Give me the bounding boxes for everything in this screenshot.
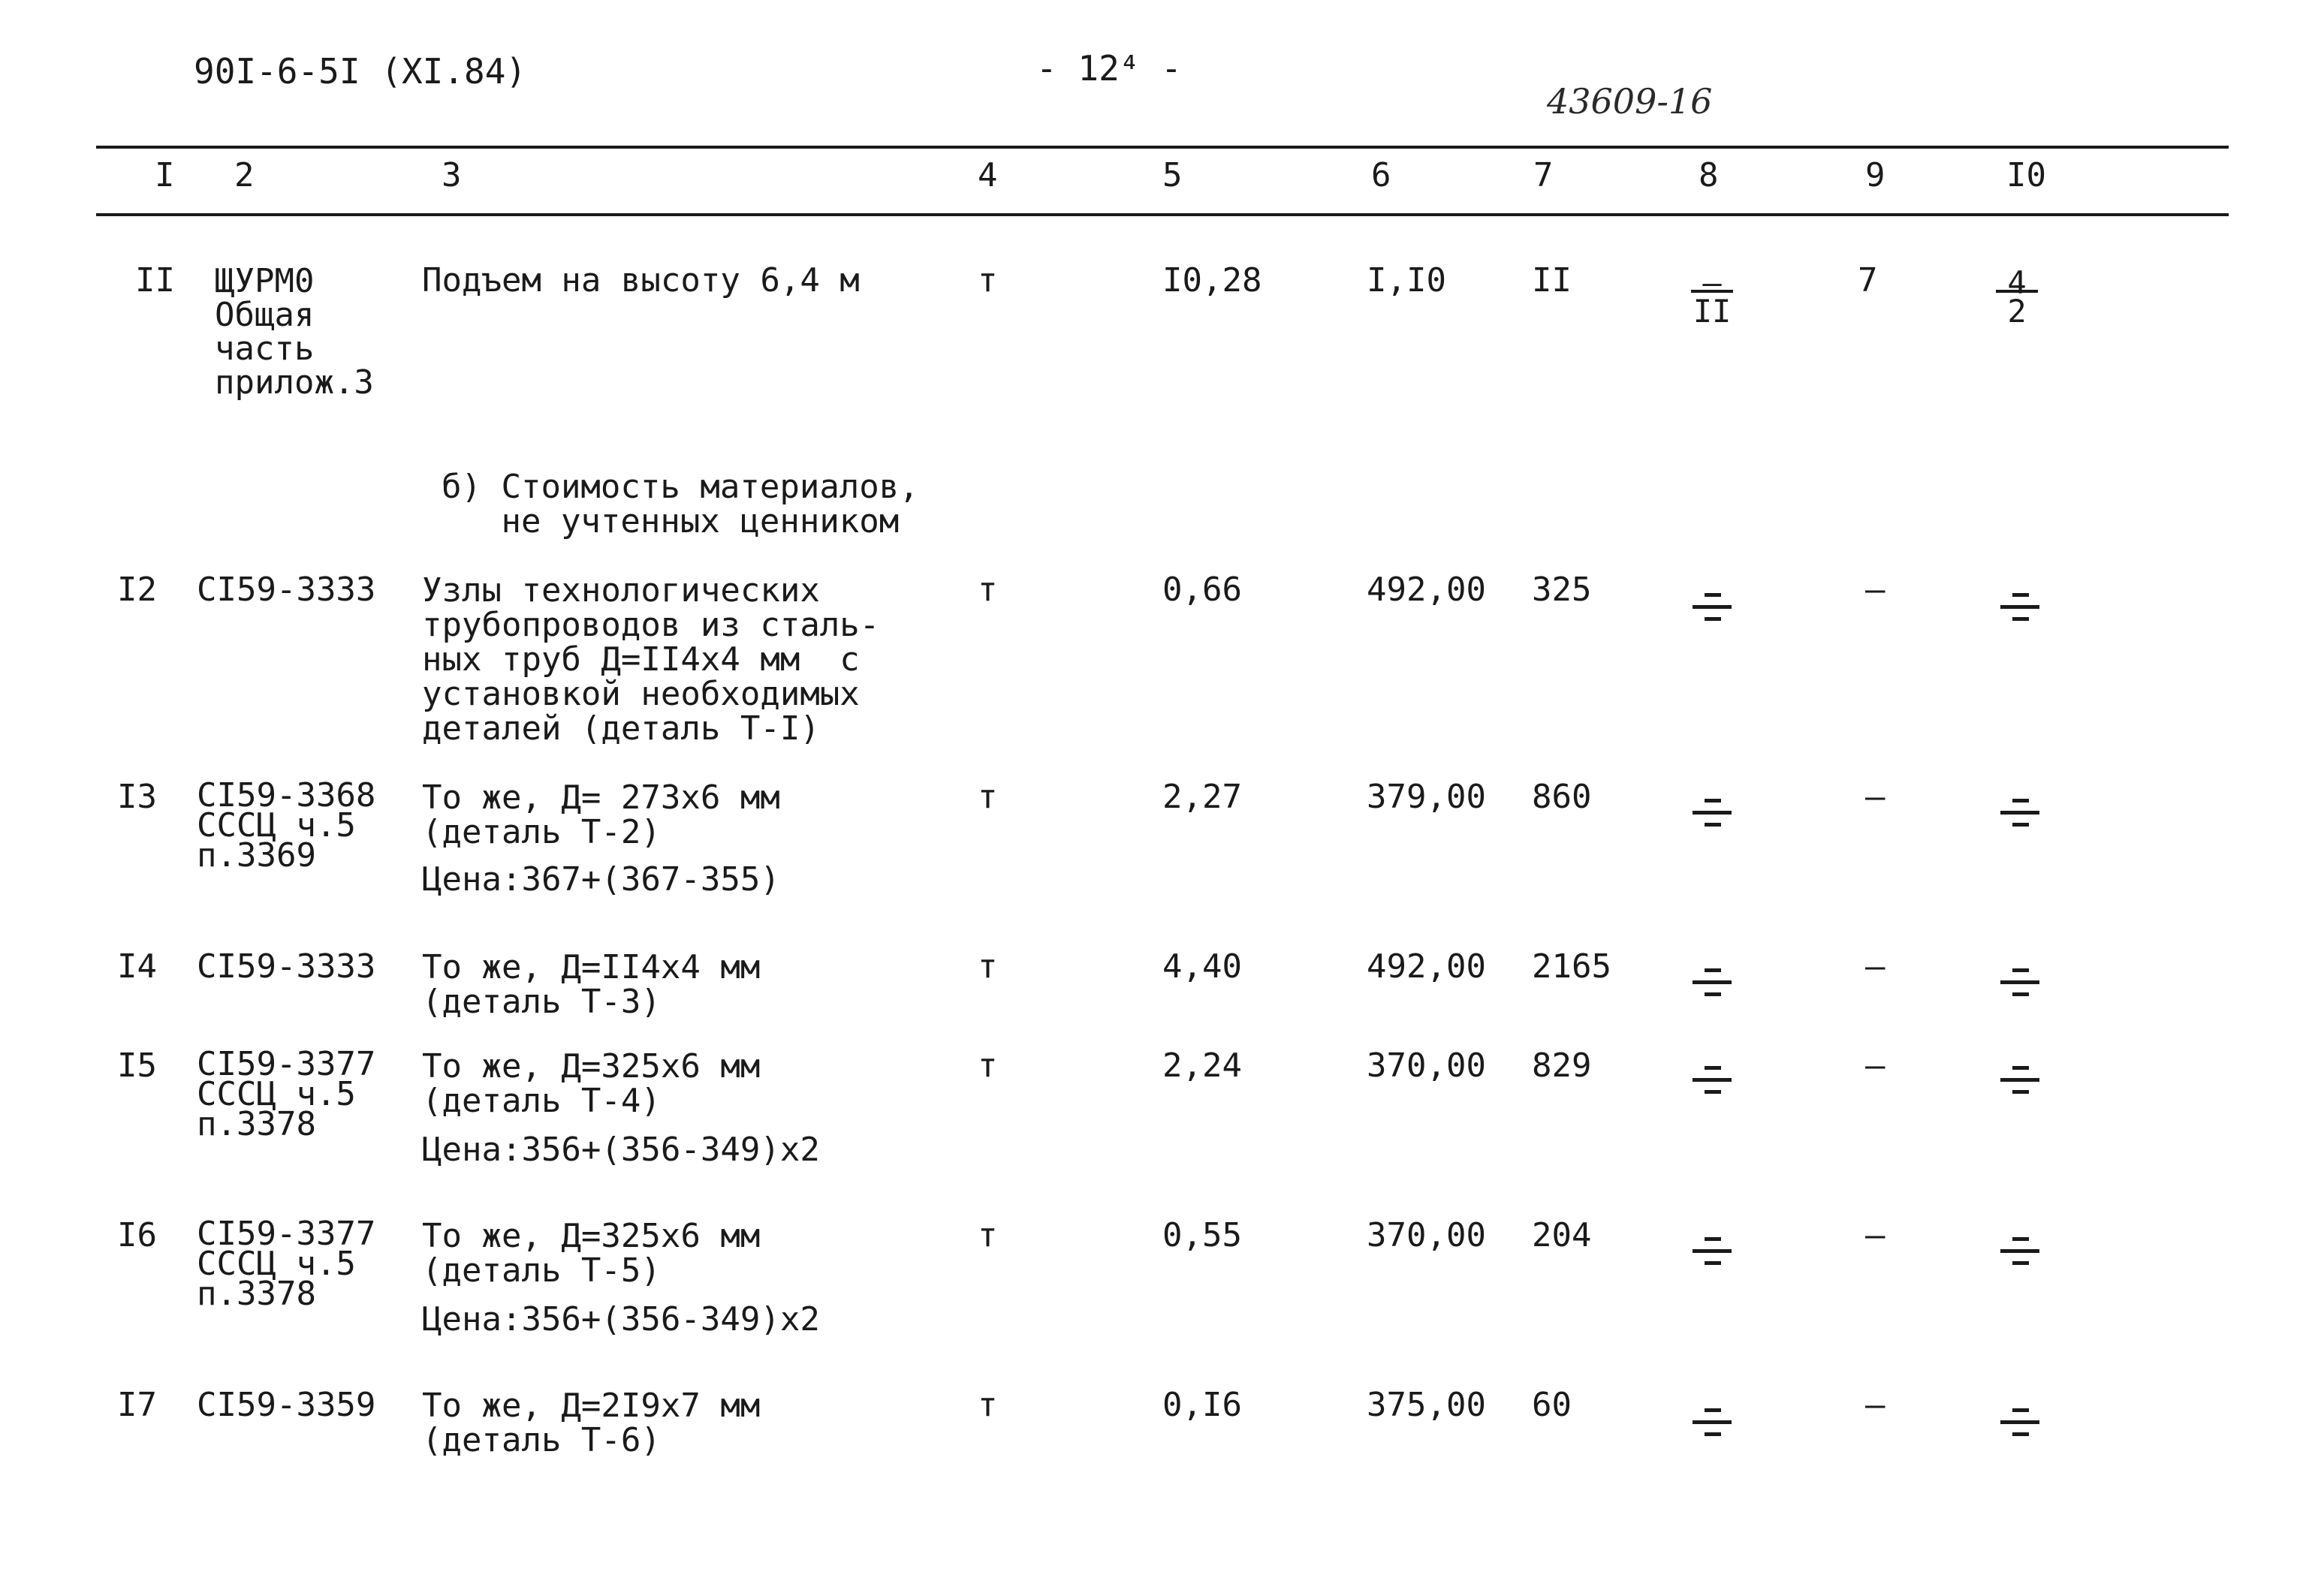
row-number: I7 xyxy=(117,1386,157,1424)
row-quantity: 4,40 xyxy=(1162,947,1242,986)
row-col9: – xyxy=(1865,947,1885,986)
fraction-bottom-dash xyxy=(2012,992,2029,996)
fraction-top-dash xyxy=(2012,1066,2029,1070)
fraction-bottom-dash xyxy=(1705,992,1721,996)
fraction-bar xyxy=(1693,811,1732,815)
fraction-bar xyxy=(1693,1078,1732,1082)
fraction-top-dash xyxy=(1705,1237,1721,1241)
row-col8-fraction xyxy=(1690,264,1735,330)
col-header-5: 5 xyxy=(1162,156,1183,194)
row-code: CI59-3377 СССЦ ч.5 п.3378 xyxy=(197,1215,376,1313)
fraction-bar xyxy=(1693,1249,1732,1253)
fraction-bar xyxy=(2000,1420,2039,1424)
row-description: То же, Д= 273х6 мм (деталь Т-2) xyxy=(422,778,780,851)
page-number: - 12⁴ - xyxy=(1036,48,1182,89)
fraction-bar xyxy=(1693,1420,1732,1424)
row-col10-fraction xyxy=(1994,264,2039,330)
row-number: I2 xyxy=(117,571,157,609)
fraction-bottom-dash xyxy=(1705,1261,1721,1265)
row-total: 204 xyxy=(1532,1216,1592,1254)
row-unit-price: 370,00 xyxy=(1367,1046,1486,1085)
fraction-bar xyxy=(2000,1249,2039,1253)
fraction-top-dash xyxy=(2012,968,2029,972)
fraction-bar xyxy=(2000,1078,2039,1082)
row-unit: т xyxy=(978,1046,998,1085)
row-unit: т xyxy=(978,261,998,300)
fraction-top-dash xyxy=(2012,1237,2029,1241)
row-description: То же, Д=2I9х7 мм (деталь Т-6) xyxy=(422,1387,761,1459)
row-code: CI59-3368 СССЦ ч.5 п.3369 xyxy=(197,776,376,875)
handwritten-stamp: 43609-16 xyxy=(1547,81,1713,122)
row-number: I5 xyxy=(117,1046,157,1085)
row-unit: т xyxy=(978,1216,998,1254)
row-col9: – xyxy=(1865,778,1885,816)
row-unit: т xyxy=(978,571,998,609)
row-unit-price: 375,00 xyxy=(1367,1386,1486,1424)
row-code: CI59-3333 xyxy=(197,571,376,609)
row-price-note: Цена:356+(356-349)х2 xyxy=(422,1131,820,1169)
row-col9: – xyxy=(1865,1386,1885,1424)
fraction-top-dash xyxy=(1705,593,1721,597)
fraction-bottom-dash xyxy=(1705,617,1721,621)
row-number: II xyxy=(135,261,175,300)
col-header-7: 7 xyxy=(1533,156,1554,194)
fraction-top-dash xyxy=(2012,593,2029,597)
row-quantity: 0,55 xyxy=(1162,1216,1242,1254)
row-code: CI59-3359 xyxy=(197,1386,376,1424)
col-header-3: 3 xyxy=(442,156,462,194)
row-number: I6 xyxy=(117,1216,157,1254)
fraction-bar xyxy=(2000,811,2039,815)
fraction-top-dash xyxy=(2012,1408,2029,1412)
fraction-top-dash xyxy=(1705,1066,1721,1070)
row-quantity: I0,28 xyxy=(1162,261,1262,300)
fraction-bar xyxy=(2000,980,2039,984)
fraction-top: – xyxy=(1702,264,1722,301)
row-description: То же, Д=325х6 мм (деталь Т-5) xyxy=(422,1217,761,1290)
row-col9: – xyxy=(1865,1216,1885,1254)
row-unit: т xyxy=(978,947,998,986)
row-total: 325 xyxy=(1532,571,1592,609)
fraction-bottom-dash xyxy=(1705,1432,1721,1436)
fraction-bottom-dash xyxy=(2012,1090,2029,1094)
col-header-10: I0 xyxy=(2006,156,2046,194)
row-code: CI59-3333 xyxy=(197,947,376,986)
fraction-bottom-dash xyxy=(2012,1261,2029,1265)
fraction-bottom: II xyxy=(1693,293,1732,330)
row-unit-price: 492,00 xyxy=(1367,571,1486,609)
fraction-bottom: 2 xyxy=(2007,293,2027,330)
fraction-bar xyxy=(1693,605,1732,609)
row-unit: т xyxy=(978,778,998,816)
row-code: CI59-3377 СССЦ ч.5 п.3378 xyxy=(197,1045,376,1143)
row-col9: – xyxy=(1865,1046,1885,1085)
row-unit: т xyxy=(978,1386,998,1424)
fraction-top-dash xyxy=(1705,968,1721,972)
row-total: 860 xyxy=(1532,778,1592,816)
fraction-bottom-dash xyxy=(1705,823,1721,827)
row-total: 829 xyxy=(1532,1046,1592,1085)
col-header-4: 4 xyxy=(978,156,998,194)
document-code: 90I-6-5I (XI.84) xyxy=(194,51,527,92)
col-header-1: I xyxy=(155,156,175,194)
row-unit-price: 370,00 xyxy=(1367,1216,1486,1254)
row-unit-price: I,I0 xyxy=(1367,261,1446,300)
fraction-bottom-dash xyxy=(1705,1090,1721,1094)
col-header-8: 8 xyxy=(1699,156,1719,194)
section-title: б) Стоимость материалов, не учтенных ценником xyxy=(442,468,919,541)
col-header-9: 9 xyxy=(1865,156,1885,194)
row-price-note: Цена:356+(356-349)х2 xyxy=(422,1300,820,1339)
fraction-top-dash xyxy=(2012,799,2029,803)
col-header-6: 6 xyxy=(1371,156,1391,194)
row-quantity: 0,I6 xyxy=(1162,1386,1242,1424)
row-unit-price: 492,00 xyxy=(1367,947,1486,986)
row-quantity: 2,27 xyxy=(1162,778,1242,816)
fraction-top-dash xyxy=(1705,799,1721,803)
row-description: Подъем на высоту 6,4 м xyxy=(422,261,860,300)
row-number: I4 xyxy=(117,947,157,986)
fraction-top-dash xyxy=(1705,1408,1721,1412)
fraction-bar xyxy=(2000,605,2039,609)
table-top-rule xyxy=(96,146,2229,149)
row-quantity: 0,66 xyxy=(1162,571,1242,609)
row-total: II xyxy=(1532,261,1572,300)
fraction-bottom-dash xyxy=(2012,1432,2029,1436)
fraction-bottom-dash xyxy=(2012,617,2029,621)
row-col9: 7 xyxy=(1858,261,1878,300)
fraction-top: 4 xyxy=(2007,264,2027,301)
row-number: I3 xyxy=(117,778,157,816)
row-description: То же, Д=325х6 мм (деталь Т-4) xyxy=(422,1047,761,1120)
row-description: Узлы технологических трубопроводов из сталь- ных труб Д=II4х4 мм с установкой необходимых деталей (деталь Т-I) xyxy=(422,571,880,748)
fraction-bar xyxy=(1693,980,1732,984)
row-col9: – xyxy=(1865,571,1885,609)
row-price-note: Цена:367+(367-355) xyxy=(422,860,780,899)
col-header-2: 2 xyxy=(234,156,255,194)
table-header-rule xyxy=(96,213,2229,216)
row-description: То же, Д=II4х4 мм (деталь Т-3) xyxy=(422,948,761,1021)
fraction-bottom-dash xyxy=(2012,823,2029,827)
row-total: 60 xyxy=(1532,1386,1572,1424)
row-total: 2165 xyxy=(1532,947,1611,986)
row-unit-price: 379,00 xyxy=(1367,778,1486,816)
row-quantity: 2,24 xyxy=(1162,1046,1242,1085)
row-code: ЩУРМ0 Общая часть прилож.3 xyxy=(215,262,374,402)
